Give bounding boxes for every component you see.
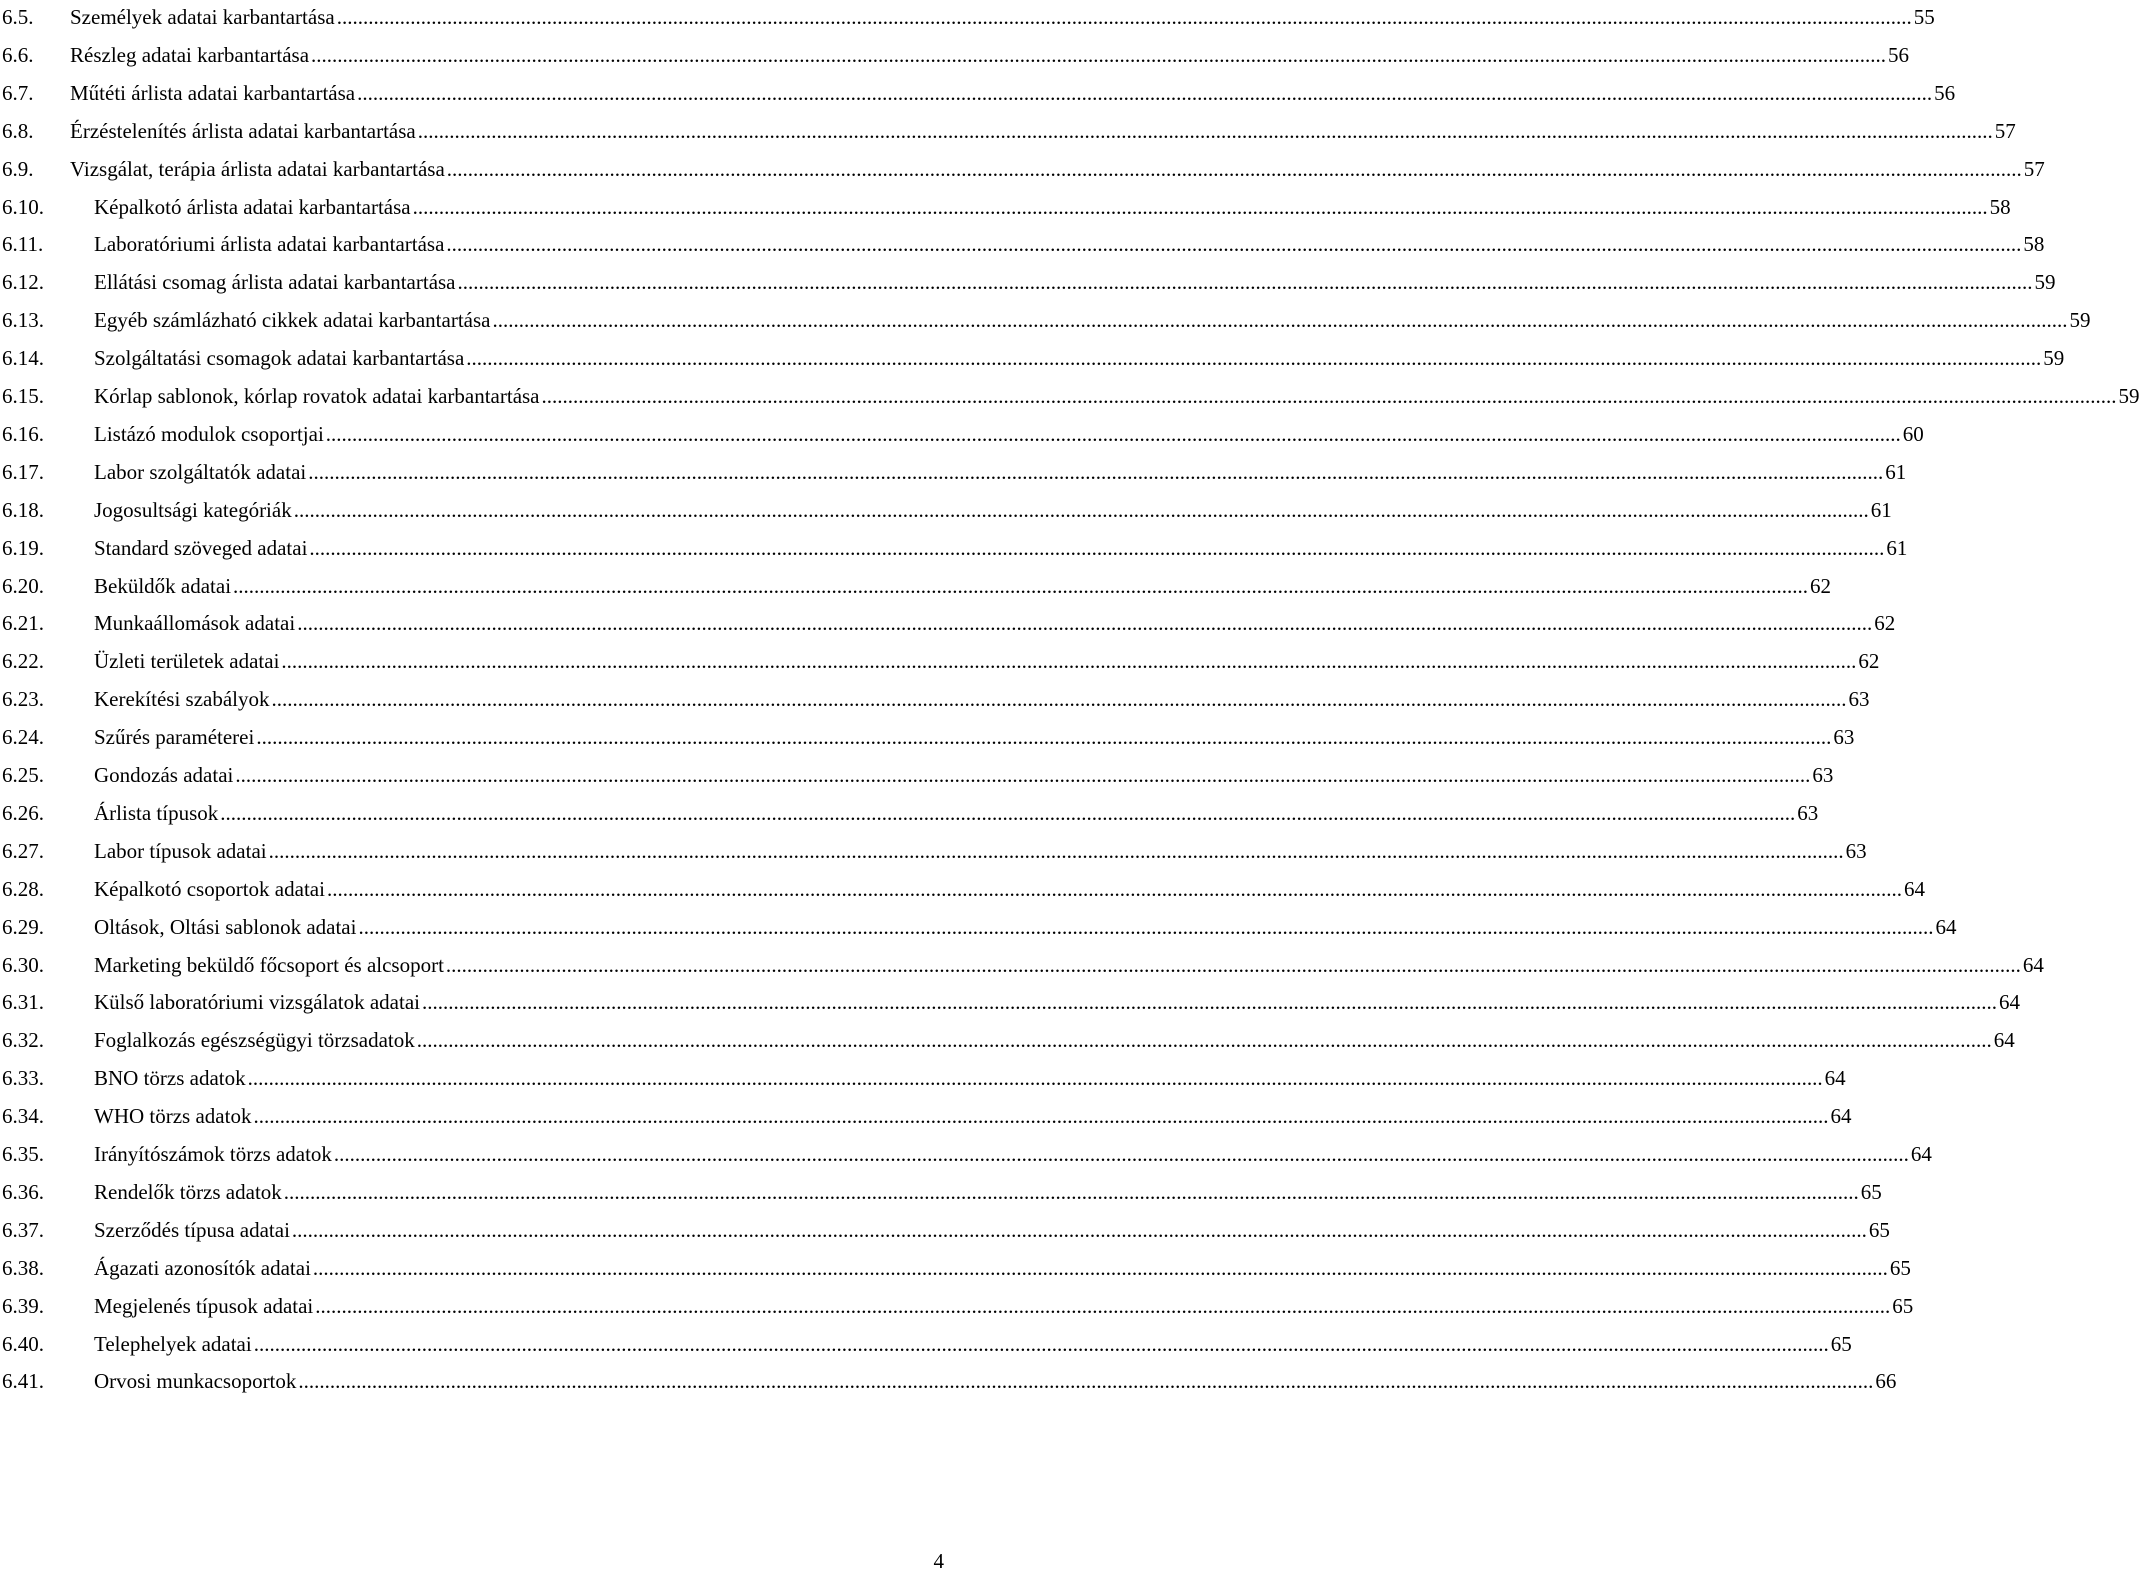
toc-entry-line [94,417,1924,451]
toc-dot-leader: ............................................................................................................................................................................................................................................................................................................ [416,1028,1992,1053]
page-number: 4 [933,1549,944,1573]
toc-entry-number: 6.23. [2,687,44,712]
toc-dot-leader: ............................................................................................................................................................................................................................................................................................................ [333,1142,1909,1166]
toc-entry-number: 6.9. [2,156,34,181]
toc-entry-title: Listázó modulok csoportjai [94,421,324,446]
toc-entry[interactable] [0,455,1907,489]
toc-entry-page: 64 [1993,1028,2015,1053]
toc-entry[interactable] [0,720,1855,754]
toc-entry[interactable] [0,1327,1852,1361]
toc-entry-line [94,1213,1890,1247]
toc-entry-page: 63 [1845,838,1867,863]
toc-entry[interactable] [0,1213,1890,1247]
toc-entry[interactable] [0,1175,1882,1209]
toc-dot-leader: ............................................................................................................................................................................................................................................................................................................ [298,1369,1874,1394]
toc-entry-line [94,455,1907,489]
toc-entry-number: 6.36. [2,1179,44,1204]
toc-entry-page: 57 [2023,156,2045,181]
toc-entry[interactable] [0,758,1834,792]
toc-entry-title: Gondozás adatai [94,763,234,787]
toc-entry-line [94,872,1925,906]
toc-entry-page: 65 [1860,1179,1882,1204]
toc-entry-title: Árlista típusok [94,800,219,825]
toc-entry-title: Személyek adatai karbantartása [70,5,335,29]
toc-dot-leader: ............................................................................................................................................................................................................................................................................................................ [492,308,2068,333]
toc-entry[interactable] [0,834,1867,868]
toc-entry-page: 60 [1902,421,1924,446]
toc-entry[interactable] [0,265,2056,299]
toc-entry[interactable] [0,682,1870,716]
toc-entry[interactable] [0,341,2065,375]
toc-entry-line [94,379,2140,413]
toc-dot-leader: ............................................................................................................................................................................................................................................................................................................ [315,1293,1891,1318]
toc-entry-number: 6.5. [2,5,34,29]
toc-entry-page: 59 [2034,270,2056,295]
toc-entry[interactable] [0,417,1924,451]
toc-entry-line [94,948,2044,982]
toc-entry-line [94,1289,1914,1323]
toc-entry-page: 58 [1989,194,2011,219]
toc-dot-leader: ............................................................................................................................................................................................................................................................................................................ [297,611,1873,636]
toc-entry[interactable] [0,493,1892,527]
toc-entry[interactable] [0,910,1957,944]
toc-entry-title: Oltások, Oltási sablonok adatai [94,914,357,939]
toc-entry-number: 6.26. [2,800,44,825]
toc-entry-line [94,644,1880,678]
toc-entry-line [94,682,1870,716]
toc-entry[interactable] [0,1061,1846,1095]
toc-entry[interactable] [0,985,2020,1019]
toc-entry-page: 65 [1889,1255,1911,1280]
toc-entry-line [94,1364,1897,1398]
toc-entry-line [70,152,2045,186]
toc-dot-leader: ............................................................................................................................................................................................................................................................................................................ [293,497,1869,522]
toc-entry-page: 65 [1868,1217,1890,1242]
toc-entry-number: 6.6. [2,42,34,67]
toc-entry-page: 65 [1892,1293,1914,1318]
toc-entry-number: 6.20. [2,573,44,598]
toc-entry[interactable] [0,1364,1897,1398]
toc-entry-title: Labor szolgáltatók adatai [94,459,307,484]
toc-entry-line [94,606,1896,640]
toc-dot-leader: ............................................................................................................................................................................................................................................................................................................ [256,725,1832,750]
toc-entry-line [70,38,1910,72]
toc-dot-leader: ............................................................................................................................................................................................................................................................................................................ [541,384,2117,408]
toc-entry-page: 65 [1830,1331,1852,1356]
toc-entry-line [94,493,1892,527]
toc-entry-line [94,910,1957,944]
toc-entry-number: 6.8. [2,118,34,143]
toc-entry-title: Foglalkozás egészségügyi törzsadatok [94,1028,415,1053]
toc-entry-number: 6.37. [2,1217,44,1242]
toc-entry-line [94,834,1867,868]
toc-dot-leader: ............................................................................................................................................................................................................................................................................................................ [281,649,1857,674]
toc-entry-number: 6.35. [2,1142,44,1166]
toc-entry-page: 57 [1994,118,2016,143]
toc-entry-title: Üzleti területek adatai [94,649,280,674]
toc-entry-page: 63 [1848,687,1870,712]
toc-dot-leader: ............................................................................................................................................................................................................................................................................................................ [308,459,1884,484]
toc-entry[interactable] [0,0,1935,34]
toc-entry-page: 63 [1812,763,1834,787]
toc-entry-title: WHO törzs adatok [94,1104,252,1129]
toc-entry-number: 6.14. [2,346,44,371]
toc-entry-title: Részleg adatai karbantartása [70,42,310,67]
toc-entry-number: 6.7. [2,80,34,105]
toc-entry-title: Standard szöveged adatai [94,535,308,560]
toc-entry-line [94,758,1834,792]
toc-entry-number: 6.28. [2,876,44,901]
toc-dot-leader: ............................................................................................................................................................................................................................................................................................................ [271,687,1847,712]
toc-entry-number: 6.25. [2,763,44,787]
toc-entry-title: Orvosi munkacsoportok [94,1369,297,1394]
toc-entry-title: Rendelők törzs adatok [94,1179,282,1204]
toc-entry-page: 62 [1858,649,1880,674]
toc-dot-leader: ............................................................................................................................................................................................................................................................................................................ [312,1255,1888,1280]
toc-entry-number: 6.17. [2,459,44,484]
toc-entry-number: 6.18. [2,497,44,522]
toc-entry-line [94,985,2020,1019]
toc-entry-title: Szűrés paraméterei [94,725,255,750]
toc-dot-leader: ............................................................................................................................................................................................................................................................................................................ [309,535,1885,560]
toc-entry[interactable] [0,152,2045,186]
toc-entry[interactable] [0,1251,1911,1285]
toc-entry-number: 6.11. [2,232,44,257]
toc-entry-number: 6.27. [2,838,44,863]
toc-dot-leader: ............................................................................................................................................................................................................................................................................................................ [326,876,1902,901]
toc-entry[interactable] [0,1023,2015,1057]
toc-entry-title: Képalkotó csoportok adatai [94,876,325,901]
toc-entry-line [94,1099,1852,1133]
toc-entry-page: 61 [1886,535,1908,560]
toc-entry-number: 6.30. [2,952,44,977]
toc-entry-number: 6.21. [2,611,44,636]
toc-entry[interactable] [0,531,1908,565]
toc-entry-number: 6.22. [2,649,44,674]
toc-entry-title: BNO törzs adatok [94,1066,246,1091]
toc-entry-page: 59 [2118,384,2140,408]
toc-entry-page: 62 [1874,611,1896,636]
toc-entry[interactable] [0,948,2044,982]
toc-entry-page: 64 [1824,1066,1846,1091]
toc-entry[interactable] [0,114,2016,148]
toc-entry-title: Kórlap sablonok, kórlap rovatok adatai karbantartása [94,384,540,408]
toc-entry-page: 64 [2022,952,2044,977]
toc-entry-line [94,1251,1911,1285]
toc-dot-leader: ............................................................................................................................................................................................................................................................................................................ [283,1179,1859,1204]
toc-entry[interactable] [0,303,2091,337]
toc-entry-title: Vizsgálat, terápia árlista adatai karbantartása [70,156,445,181]
toc-entry-title: Szerződés típusa adatai [94,1217,290,1242]
toc-entry-number: 6.13. [2,308,44,333]
toc-dot-leader: ............................................................................................................................................................................................................................................................................................................ [325,421,1901,446]
toc-entry-number: 6.16. [2,421,44,446]
toc-entry-line [94,1061,1846,1095]
toc-dot-leader: ............................................................................................................................................................................................................................................................................................................ [247,1066,1823,1091]
toc-entry-page: 63 [1797,800,1819,825]
toc-entry-number: 6.40. [2,1331,44,1356]
toc-entry-title: Munkaállomások adatai [94,611,296,636]
toc-dot-leader: ............................................................................................................................................................................................................................................................................................................ [446,156,2022,181]
toc-entry-number: 6.41. [2,1369,44,1394]
toc-entry-line [94,265,2056,299]
toc-entry-number: 6.19. [2,535,44,560]
toc-entry-number: 6.29. [2,914,44,939]
toc-entry-title: Ellátási csomag árlista adatai karbantartása [94,270,456,295]
toc-entry-number: 6.34. [2,1104,44,1129]
toc-entry[interactable] [0,379,2140,413]
toc-dot-leader: ............................................................................................................................................................................................................................................................................................................ [445,952,2021,977]
toc-entry[interactable] [0,1099,1852,1133]
toc-entry[interactable] [0,872,1925,906]
toc-entry-page: 56 [1888,42,1910,67]
toc-entry-line [70,0,1935,34]
toc-dot-leader: ............................................................................................................................................................................................................................................................................................................ [336,5,1912,29]
toc-entry-page: 59 [2069,308,2091,333]
toc-dot-leader: ............................................................................................................................................................................................................................................................................................................ [253,1104,1829,1129]
toc-entry[interactable] [0,644,1880,678]
toc-entry-number: 6.10. [2,194,44,219]
toc-entry-number: 6.24. [2,725,44,750]
toc-dot-leader: ............................................................................................................................................................................................................................................................................................................ [457,270,2033,295]
toc-entry-title: Ágazati azonosítók adatai [94,1255,311,1280]
toc-entry-line [94,303,2091,337]
toc-entry-title: Érzéstelenítés árlista adatai karbantartása [70,118,416,143]
toc-dot-leader: ............................................................................................................................................................................................................................................................................................................ [311,42,1887,67]
toc-entry[interactable] [0,190,2011,224]
toc-entry-page: 63 [1833,725,1855,750]
toc-entry-title: Laboratóriumi árlista adatai karbantartása [94,232,445,257]
toc-entry-title: Irányítószámok törzs adatok [94,1142,332,1166]
toc-dot-leader: ............................................................................................................................................................................................................................................................................................................ [357,80,1933,105]
toc-entry[interactable] [0,76,1956,110]
toc-dot-leader: ............................................................................................................................................................................................................................................................................................................ [446,232,2022,257]
toc-entry-page: 59 [2043,346,2065,371]
toc-dot-leader: ............................................................................................................................................................................................................................................................................................................ [466,346,2042,371]
toc-entry-page: 66 [1875,1369,1897,1394]
toc-entry-number: 6.33. [2,1066,44,1091]
toc-dot-leader: ............................................................................................................................................................................................................................................................................................................ [417,118,1993,143]
toc-entry-line [94,227,2045,261]
toc-entry-title: Kerekítési szabályok [94,687,270,712]
toc-dot-leader: ............................................................................................................................................................................................................................................................................................................ [412,194,1988,219]
toc-entry-line [94,1327,1852,1361]
toc-entry-line [70,76,1956,110]
toc-entry-title: Telephelyek adatai [94,1331,252,1356]
toc-entry[interactable] [0,1289,1914,1323]
toc-entry-page: 61 [1885,459,1907,484]
toc-entry-line [94,190,2011,224]
toc-entry-title: Marketing beküldő főcsoport és alcsoport [94,952,444,977]
toc-entry-page: 56 [1934,80,1956,105]
toc-entry-line [94,796,1819,830]
toc-entry-page: 61 [1870,497,1892,522]
toc-entry-number: 6.39. [2,1293,44,1318]
toc-entry-page: 64 [1999,990,2020,1015]
toc-entry-title: Megjelenés típusok adatai [94,1293,314,1318]
toc-dot-leader: ............................................................................................................................................................................................................................................................................................................ [253,1331,1829,1356]
toc-entry-title: Jogosultsági kategóriák [94,497,292,522]
toc-entry[interactable] [0,1137,1932,1171]
toc-entry-page: 58 [2023,232,2045,257]
toc-entry-page: 64 [1830,1104,1852,1129]
toc-entry-title: Műtéti árlista adatai karbantartása [70,80,356,105]
toc-entry-line [94,720,1855,754]
toc-entry-line [94,1137,1932,1171]
toc-entry[interactable] [0,606,1896,640]
toc-dot-leader: ............................................................................................................................................................................................................................................................................................................ [291,1217,1867,1242]
toc-entry[interactable] [0,38,1910,72]
toc-entry-page: 62 [1810,573,1832,598]
toc-entry-title: Szolgáltatási csomagok adatai karbantartása [94,346,465,371]
toc-entry-page: 64 [1935,914,1957,939]
toc-entry-title: Egyéb számlázható cikkek adatai karbantartása [94,308,491,333]
toc-entry[interactable] [0,796,1819,830]
toc-entry-number: 6.38. [2,1255,44,1280]
toc-dot-leader: ............................................................................................................................................................................................................................................................................................................ [220,800,1796,825]
toc-entry-number: 6.15. [2,384,44,408]
toc-entry-title: Képalkotó árlista adatai karbantartása [94,194,411,219]
toc-entry-page: 55 [1913,5,1935,29]
toc-entry-page: 64 [1910,1142,1932,1166]
toc-dot-leader: ............................................................................................................................................................................................................................................................................................................ [268,838,1844,863]
toc-entry-page: 64 [1903,876,1925,901]
toc-entry-line [94,341,2065,375]
toc-entry-number: 6.12. [2,270,44,295]
toc-entry[interactable] [0,569,1832,603]
toc-entry-number: 6.32. [2,1028,44,1053]
toc-entry-line [94,531,1908,565]
toc-entry-title: Labor típusok adatai [94,838,267,863]
toc-entry-title: Külső laboratóriumi vizsgálatok adatai [94,990,420,1015]
toc-entry-number: 6.31. [2,990,44,1015]
toc-entry-line [70,114,2016,148]
toc-entry-line [94,1175,1882,1209]
toc-dot-leader: ............................................................................................................................................................................................................................................................................................................ [233,573,1809,598]
toc-dot-leader: ............................................................................................................................................................................................................................................................................................................ [422,990,1997,1015]
toc-entry-title: Beküldők adatai [94,573,232,598]
toc-dot-leader: ............................................................................................................................................................................................................................................................................................................ [358,914,1934,939]
toc-dot-leader: ............................................................................................................................................................................................................................................................................................................ [235,763,1811,787]
toc-entry[interactable] [0,227,2045,261]
toc-entry-line [94,569,1832,603]
toc-entry-line [94,1023,2015,1057]
